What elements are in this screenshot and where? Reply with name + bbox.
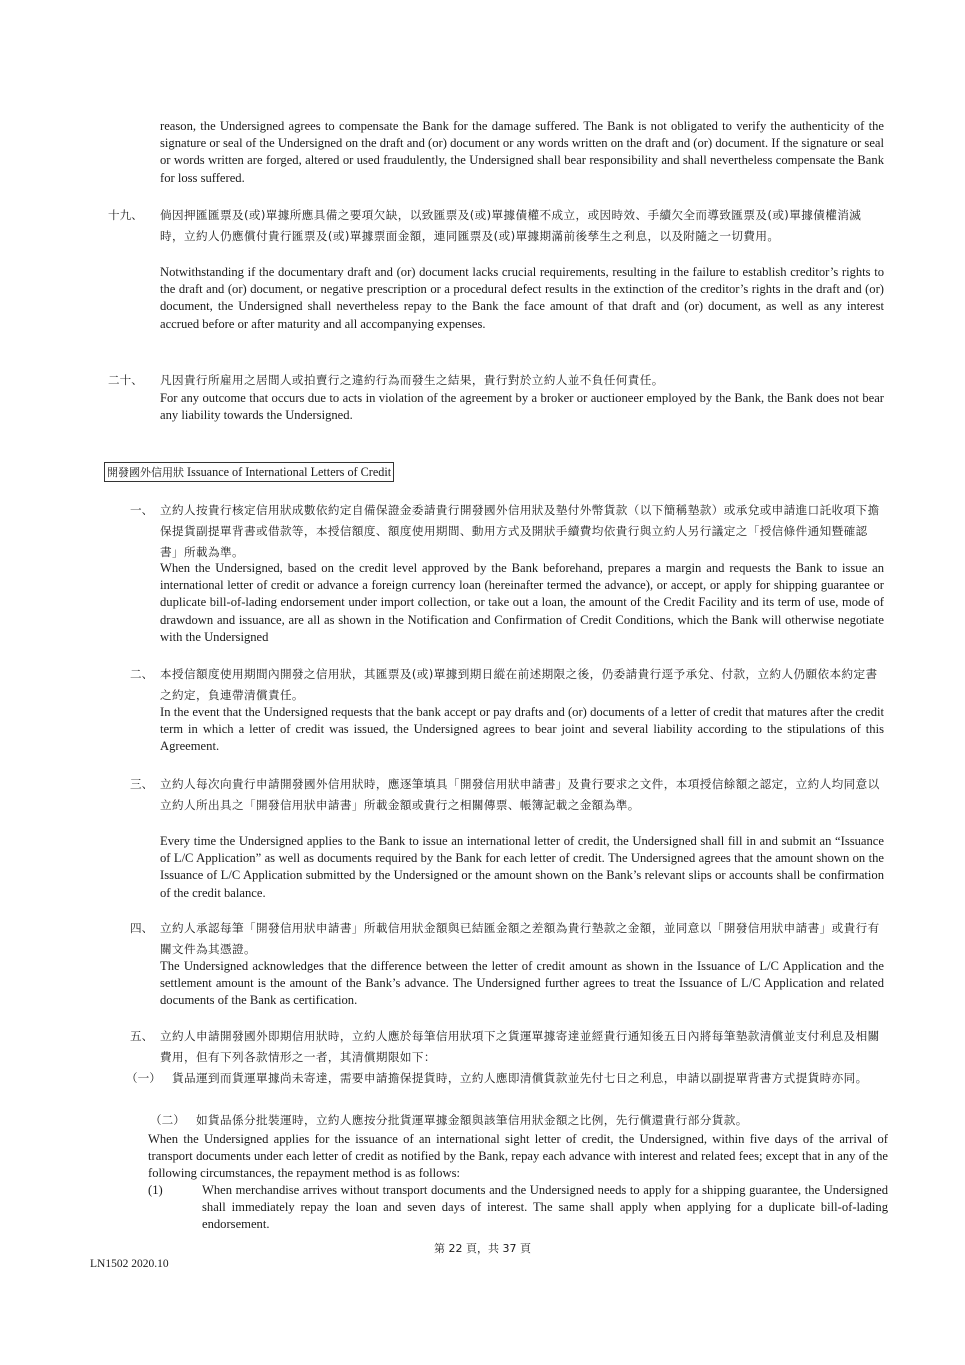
clause-19-english: Notwithstanding if the documentary draft and (or) document lacks crucial requirements, resulting in the failure to establish creditor’s rights to the draft and (or) document, or negative prescription or a procedural defect results in the extinction of the creditor’s rights in the draft and (or) document, the Undersigned shall nevertheless repay to the Bank the face amount of that draft and (or) document, as well as any interest accrued before or after maturity and all accompanying expenses.: [160, 265, 884, 331]
item-2-english: In the event that the Undersigned requests that the bank accept or pay drafts and (or) documents of a letter of credit that matures after the credit term in which a letter of credit was issued, the Undersigned agrees to bear joint and several liability according to the stipulations of this Agreement.: [160, 705, 884, 754]
item-1-english: When the Undersigned, based on the credit level approved by the Bank beforehand, prepares a margin and requests the Bank to issue an international letter of credit or advance a foreign currency loan (hereinafter termed the advance), or accept, or apply for shipping guarantee or duplicate bill-of-lading endorsement under import collection, or take out a loan, the amount of the Credit Facility and its term of use, mode of drawdown and issuance, are all as shown in the Notification and Confirmation of Credit Conditions, which the Bank will otherwise negotiate with the Undersigned: [160, 561, 884, 644]
section-heading: [104, 462, 394, 482]
item-5-sub2-chinese: 如貨品係分批裝運時，立約人應按分批貨運單據金額與該筆信用狀金額之比例，先行償還貴行部分貨款。: [196, 1113, 748, 1127]
item-2-number: 二、: [130, 667, 154, 681]
section-heading-chinese: 開發國外信用狀: [107, 466, 184, 479]
item-5-sub2-number: （二）: [150, 1113, 185, 1127]
clause-19-chinese: 倘因押匯匯票及(或)單據所應具備之要項欠缺，以致匯票及(或)單據債權不成立，或因時效、手續欠全而導致匯票及(或)單據債權消滅時，立約人仍應償付貴行匯票及(或)單據票面金額，連同匯票及(或)單據期滿前後孳生之利息，以及附隨之一切費用。: [160, 208, 862, 243]
clause-18-continuation: reason, the Undersigned agrees to compensate the Bank for the damage suffered. The Bank is not obligated to verify the authenticity of the signature or seal of the Undersigned on the draft and (or) document or any words written on the draft and (or) document. If the signature or seal or words written are forged, altered or used fraudulently, the Undersigned shall bear responsibility and shall nevertheless compensate the Bank for loss suffered.: [160, 119, 884, 185]
item-4-english: The Undersigned acknowledges that the difference between the letter of credit amount as shown in the Issuance of L/C Application and the settlement amount is the amount of the Bank’s advance. The Undersigned further agrees to treat the Issuance of L/C Application and related documents of the Bank as certification.: [160, 959, 884, 1008]
item-3-chinese: 立約人每次向貴行申請開發國外信用狀時，應逐筆填具「開發信用狀申請書」及貴行要求之文件，本項授信餘額之認定，立約人均同意以立約人所出具之「開發信用狀申請書」所載金額或貴行之相關傳票、帳簿記載之金額為準。: [160, 777, 880, 812]
clause-20-english: For any outcome that occurs due to acts in violation of the agreement by a broker or auctioneer employed by the Bank, the Bank does not bear any liability towards the Undersigned.: [160, 391, 884, 423]
item-5-english: When the Undersigned applies for the issuance of an international sight letter of credit, the Undersigned, within five days of the arrival of transport documents under each letter of credit as notified by the Bank, repay each advance with interest and related fees; except that in any of the following circumstances, the repayment method is as follows:: [148, 1132, 888, 1181]
item-5-chinese: 立約人申請開發國外即期信用狀時，立約人應於每筆信用狀項下之貨運單據寄達並經貴行通知後五日內將每筆墊款清償並支付利息及相關費用，但有下列各款情形之一者，其清償期限如下：: [160, 1029, 880, 1064]
clause-19-number: 十九、: [108, 208, 143, 222]
item-1-chinese: 立約人按貴行核定信用狀成數依約定自備保證金委請貴行開發國外信用狀及墊付外幣貨款（以下簡稱墊款）或承兌或申請進口託收項下擔保提貨副提單背書或借款等，本授信額度、額度使用期間、動用方式及開狀手續費均依貴行與立約人另行議定之「授信條件通知暨確認書」所載為準。: [160, 503, 880, 559]
section-heading-english: Issuance of International Letters of Credit: [187, 465, 392, 479]
item-4-number: 四、: [130, 921, 154, 935]
form-code: LN1502 2020.10: [90, 1258, 169, 1270]
item-4-chinese: 立約人承認每筆「開發信用狀申請書」所載信用狀金額與已結匯金額之差額為貴行墊款之金額，並同意以「開發信用狀申請書」或貴行有關文件為其憑證。: [160, 921, 880, 956]
clause-20-chinese: 凡因貴行所雇用之居間人或拍賣行之違約行為而發生之結果，貴行對於立約人並不負任何責任。: [160, 373, 664, 387]
item-2-chinese: 本授信額度使用期間內開發之信用狀，其匯票及(或)單據到期日縱在前述期限之後，仍委請貴行逕予承兌、付款，立約人仍願依本約定書之約定，負連帶清償責任。: [160, 667, 878, 702]
item-5-en-sub1-number: (1): [148, 1183, 163, 1197]
item-1-number: 一、: [130, 503, 154, 517]
item-3-english: Every time the Undersigned applies to the Bank to issue an international letter of credit, the Undersigned shall fill in and submit an “Issuance of L/C Application” as well as documents required by the Bank for each letter of credit. The Undersigned agrees that the amount shown on the Issuance of L/C Application submitted by the Undersigned or the amount shown on the Bank’s relevant slips or accounts shall be confirmation of the credit balance.: [160, 834, 884, 900]
item-5-number: 五、: [130, 1029, 154, 1043]
item-3-number: 三、: [130, 777, 154, 791]
item-5-en-sub1: When merchandise arrives without transport documents and the Undersigned needs to apply for a shipping guarantee, the Undersigned shall immediately repay the loan and seven days of interest. The same shall apply when applying for a duplicate bill-of-lading endorsement.: [202, 1183, 888, 1232]
item-5-sub1-number: （一）: [126, 1071, 161, 1085]
item-5-sub1-chinese: 貨品運到而貨運單據尚未寄達，需要申請擔保提貨時，立約人應即清償貨款並先付七日之利息，申請以副提單背書方式提貨時亦同。: [172, 1071, 868, 1085]
clause-20-number: 二十、: [108, 373, 143, 387]
page-number: 第 22 頁，共 37 頁: [434, 1242, 531, 1255]
